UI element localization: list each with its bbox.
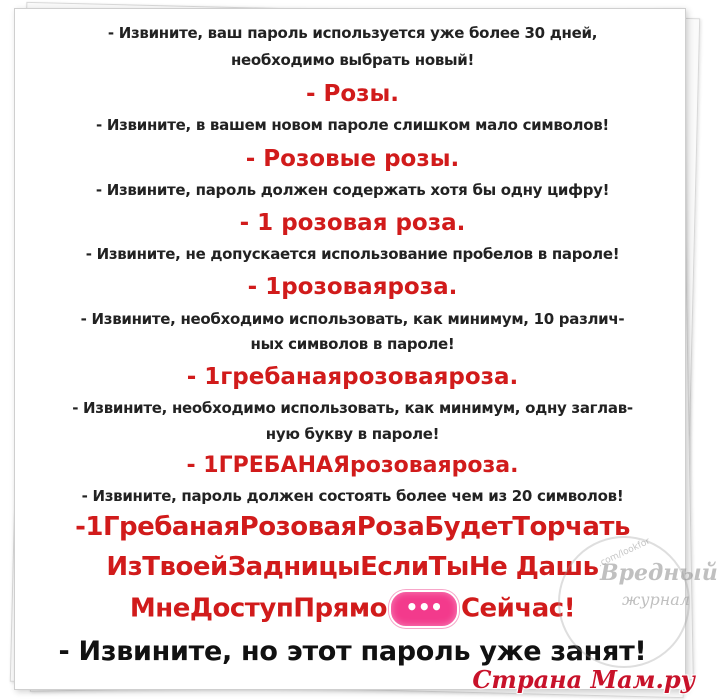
line-4: - Извините, в вашем новом пароле слишком мало символов! [96, 116, 609, 134]
line-12: - 1гребанаярозоваяроза. [186, 364, 519, 390]
line-5: - Розовые розы. [245, 146, 460, 172]
line-19-end: Сейчас! [460, 593, 576, 624]
watermark-title: Вредный [600, 560, 718, 586]
line-19-start: МнеДоступПрямо [129, 593, 387, 624]
line-10: - Извините, необходимо использовать, как минимум, 10 различ- [80, 310, 625, 328]
site-logo [472, 665, 695, 694]
watermark-url: .com/lookfor [596, 536, 652, 570]
censor-pill: ••• [389, 590, 459, 628]
line-18: ИзТвоейЗадницыЕслиТыНе Дашь [106, 552, 599, 582]
line-8: - Извините, не допускается использование пробелов в пароле! [85, 245, 620, 263]
line-9: - 1розоваяроза. [247, 274, 458, 300]
line-11: ных символов в пароле! [250, 335, 455, 353]
line-17: -1ГребанаяРозоваяРозаБудетТорчать [75, 512, 630, 542]
line-6: - Извините, пароль должен содержать хотя бы одну цифру! [95, 181, 610, 199]
site-logo-text: Страна Мам [472, 665, 656, 694]
line-7: - 1 розовая роза. [239, 210, 466, 236]
line-15: - 1ГРЕБАНАЯрозоваяроза. [186, 453, 519, 478]
line-14: ную букву в пароле! [265, 425, 440, 443]
line-3: - Розы. [305, 81, 400, 107]
line-13: - Извините, необходимо использовать, как минимум, одну заглав- [72, 399, 633, 417]
line-2: необходимо выбрать новый! [230, 51, 475, 69]
watermark-subtitle: журнал [622, 590, 690, 609]
site-logo-suffix: .ру [655, 665, 695, 694]
line-1: - Извините, ваш пароль используется уже более 30 дней, [107, 24, 598, 42]
line-16: - Извините, пароль должен состоять более чем из 20 символов! [81, 487, 624, 505]
line-20-final: - Извините, но этот пароль уже занят! [58, 636, 647, 667]
